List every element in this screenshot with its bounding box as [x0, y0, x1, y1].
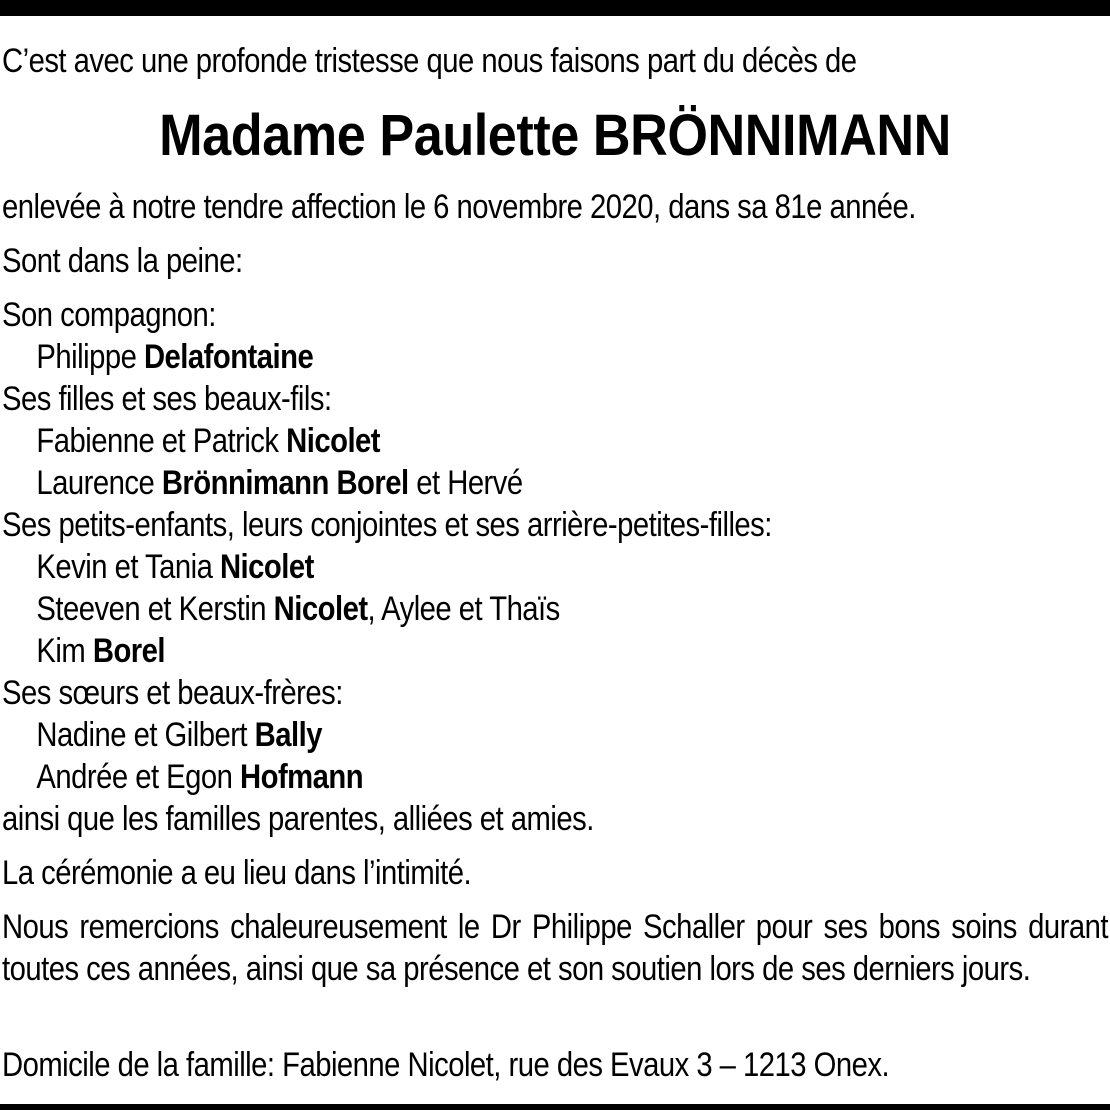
companion-last-name: Delafontaine	[143, 338, 314, 376]
entry-surname: Nicolet	[219, 548, 314, 586]
sister-entry	[2, 756, 953, 798]
daughter-entry	[2, 420, 953, 462]
entry-surname: Hofmann	[240, 758, 364, 796]
entry-given-names: Andrée et Egon	[36, 758, 233, 796]
grandchildren-heading: Ses petits-enfants, leurs conjointes et ses arrière-petites-filles:	[2, 506, 772, 544]
bottom-border-rule	[0, 1104, 1110, 1110]
grandchild-entry	[2, 630, 953, 672]
entry-given-names: Nadine et Gilbert	[36, 716, 248, 754]
ceremony-text: La cérémonie a eu lieu dans l’intimité.	[2, 854, 472, 892]
mourners-heading: Sont dans la peine:	[2, 242, 243, 280]
entry-surname: Brönnimann Borel	[161, 464, 409, 502]
entry-suffix: , Aylee et Thaïs	[367, 590, 560, 628]
deceased-name: Madame Paulette BRÖNNIMANN	[159, 103, 951, 168]
entry-surname: Bally	[254, 716, 322, 754]
daughters-heading: Ses filles et ses beaux-fils:	[2, 380, 332, 418]
entry-surname: Nicolet	[286, 422, 381, 460]
grandchild-entry	[2, 588, 953, 630]
sisters-heading: Ses sœurs et beaux-frères:	[2, 674, 343, 712]
companion-heading: Son compagnon:	[2, 296, 216, 334]
death-date-text: enlevée à notre tendre affection le 6 novembre 2020, dans sa 81e année.	[2, 188, 916, 226]
entry-given-names: Laurence	[36, 464, 155, 502]
top-border-rule	[0, 0, 1110, 16]
entry-given-names: Steeven et Kerstin	[36, 590, 267, 628]
entry-given-names: Fabienne et Patrick	[36, 422, 279, 460]
companion-first-name: Philippe	[36, 338, 137, 376]
intro-text: C’est avec une profonde tristesse que nous faisons part du décès de	[2, 42, 857, 80]
thanks-text: Nous remercions chaleureusement le Dr Philippe Schaller pour ses bons soins durant toutes ces années, ainsi que sa présence et son soutien lors de ses derniers jours.	[2, 908, 1108, 988]
entry-given-names: Kim	[36, 632, 86, 670]
companion-entry	[2, 336, 953, 378]
thanks-block	[2, 906, 1108, 1032]
sister-entry	[2, 714, 953, 756]
families-text: ainsi que les familles parentes, alliées et amies.	[2, 800, 594, 838]
entry-given-names: Kevin et Tania	[36, 548, 213, 586]
entry-surname: Borel	[92, 632, 166, 670]
family-address: Domicile de la famille: Fabienne Nicolet, rue des Evaux 3 – 1213 Onex.	[2, 1046, 890, 1084]
entry-suffix: et Hervé	[416, 464, 523, 502]
grandchild-entry	[2, 546, 953, 588]
daughter-entry	[2, 462, 953, 504]
obituary-notice	[2, 40, 1108, 1086]
entry-surname: Nicolet	[273, 590, 368, 628]
